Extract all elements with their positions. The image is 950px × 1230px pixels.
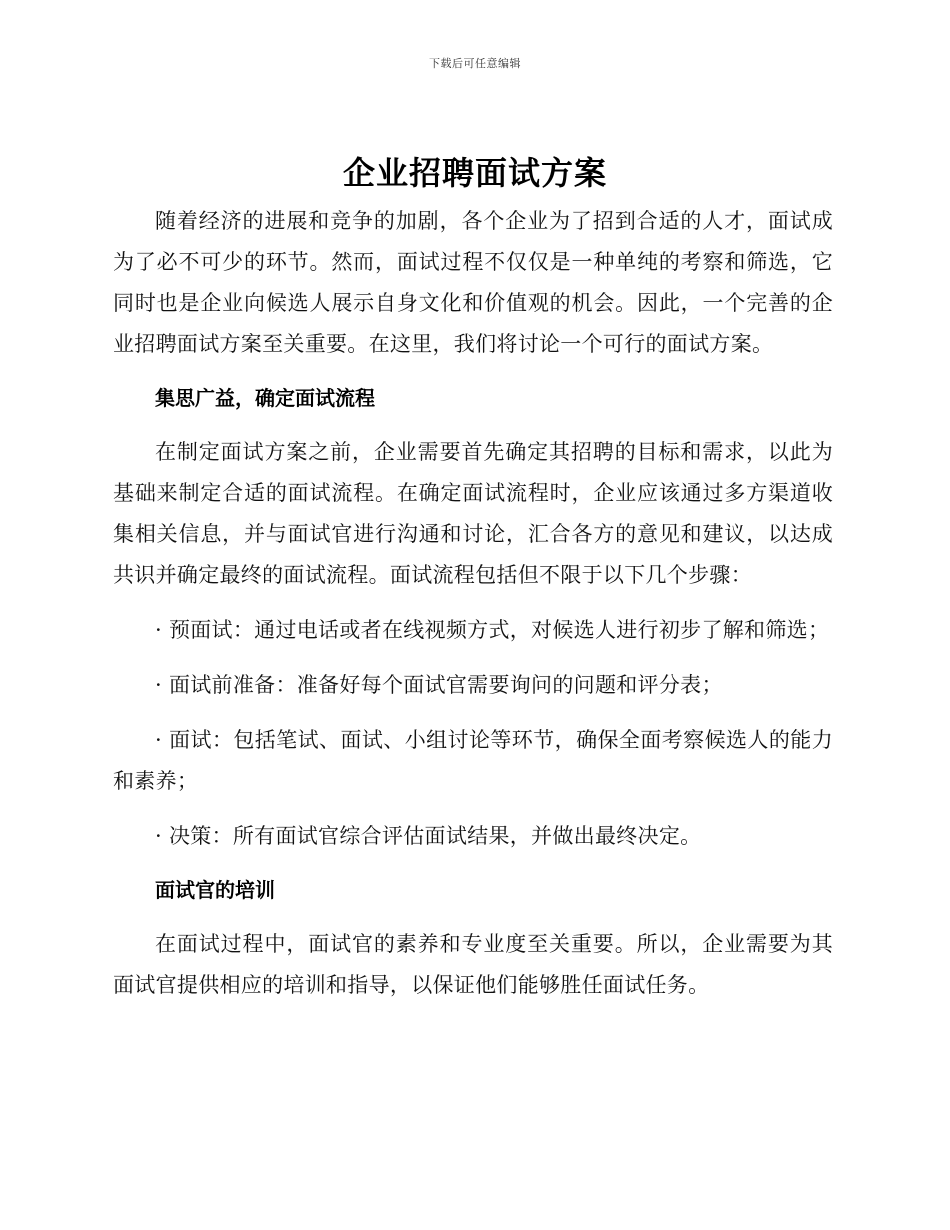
process-paragraph: 在制定面试方案之前，企业需要首先确定其招聘的目标和需求，以此为基础来制定合适的面试流程。在确定面试流程时，企业应该通过多方渠道收集相关信息，并与面试官进行沟通和讨论，汇合各方的意见和建议，以达成共识并确定最终的面试流程。面试流程包括但不限于以下几个步骤： bbox=[113, 440, 833, 587]
header-note: 下载后可任意编辑 bbox=[429, 57, 521, 70]
section-heading-training: 面试官的培训 bbox=[155, 878, 275, 902]
step-item-decision: · 决策：所有面试官综合评估面试结果，并做出最终决定。 bbox=[155, 824, 702, 848]
step-item-preparation: · 面试前准备：准备好每个面试官需要询问的问题和评分表； bbox=[155, 673, 723, 697]
intro-paragraph: 随着经济的进展和竞争的加剧，各个企业为了招到合适的人才，面试成为了必不可少的环节。然而，面试过程不仅仅是一种单纯的考察和筛选，它同时也是企业向候选人展示自身文化和价值观的机会。因此，一个完善的企业招聘面试方案至关重要。在这里，我们将讨论一个可行的面试方案。 bbox=[113, 209, 833, 356]
document-title: 企业招聘面试方案 bbox=[342, 154, 607, 192]
section-heading-process: 集思广益，确定面试流程 bbox=[155, 386, 375, 410]
step-item-interview: · 面试：包括笔试、面试、小组讨论等环节，确保全面考察候选人的能力和素养； bbox=[113, 728, 833, 793]
document-body bbox=[113, 201, 833, 1006]
training-paragraph: 在面试过程中，面试官的素养和专业度至关重要。所以，企业需要为其面试官提供相应的培训和指导，以保证他们能够胜任面试任务。 bbox=[113, 932, 833, 997]
step-item-pre-interview: · 预面试：通过电话或者在线视频方式，对候选人进行初步了解和筛选； bbox=[155, 618, 830, 642]
